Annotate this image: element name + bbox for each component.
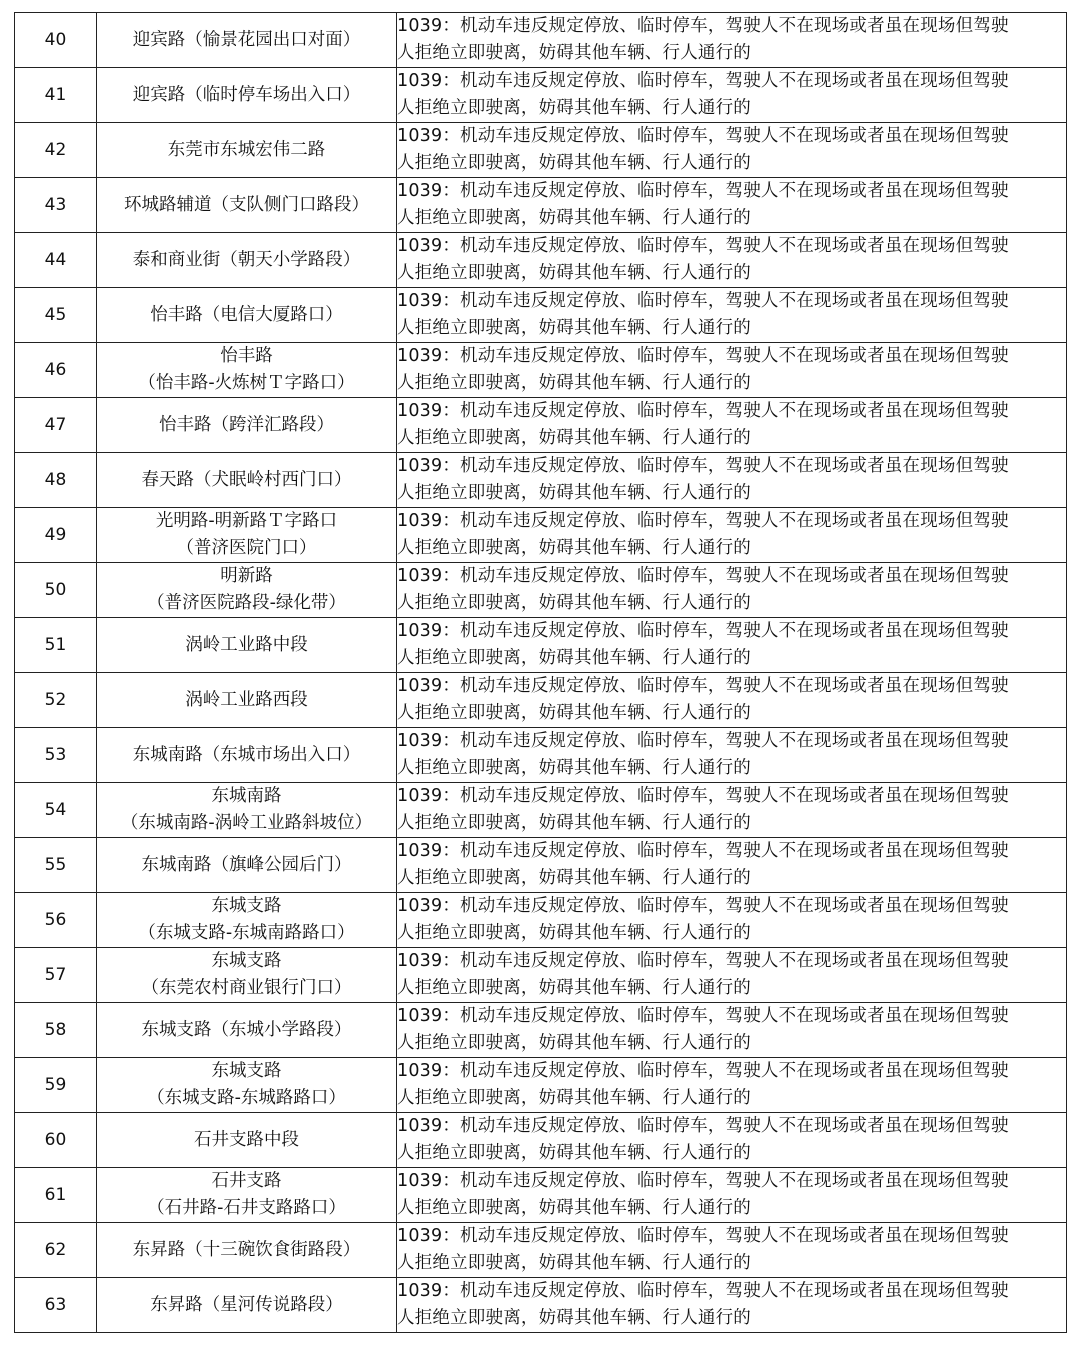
violation-line: 人拒绝立即驶离，妨碍其他车辆、行人通行的	[397, 1308, 751, 1328]
table-row	[15, 838, 1067, 893]
violation-line: 人拒绝立即驶离，妨碍其他车辆、行人通行的	[397, 1143, 751, 1163]
location-cell	[97, 288, 397, 343]
table-row	[15, 893, 1067, 948]
violation-cell	[397, 1278, 1067, 1333]
location-line: 东城南路	[211, 786, 282, 806]
violation-cell	[397, 1003, 1067, 1058]
table-row	[15, 233, 1067, 288]
table-row	[15, 123, 1067, 178]
violation-cell	[397, 508, 1067, 563]
row-number: 51	[15, 618, 97, 673]
table-row	[15, 1278, 1067, 1333]
violation-line: 1039：机动车违反规定停放、临时停车，驾驶人不在现场或者虽在现场但驾驶	[397, 1006, 1009, 1026]
violation-line: 人拒绝立即驶离，妨碍其他车辆、行人通行的	[397, 153, 751, 173]
table-row	[15, 728, 1067, 783]
location-cell	[97, 673, 397, 728]
violation-line: 1039：机动车违反规定停放、临时停车，驾驶人不在现场或者虽在现场但驾驶	[397, 786, 1009, 806]
location-cell	[97, 1058, 397, 1113]
violation-line: 1039：机动车违反规定停放、临时停车，驾驶人不在现场或者虽在现场但驾驶	[397, 181, 1009, 201]
row-number: 57	[15, 948, 97, 1003]
location-line: 涡岭工业路中段	[185, 634, 308, 655]
row-number: 43	[15, 178, 97, 233]
violation-line: 人拒绝立即驶离，妨碍其他车辆、行人通行的	[397, 263, 751, 283]
location-cell	[97, 948, 397, 1003]
location-cell	[97, 68, 397, 123]
violation-cell	[397, 68, 1067, 123]
location-cell	[97, 893, 397, 948]
violation-line: 人拒绝立即驶离，妨碍其他车辆、行人通行的	[397, 1033, 751, 1053]
location-cell	[97, 728, 397, 783]
table-row	[15, 508, 1067, 563]
table-row	[15, 1113, 1067, 1168]
row-number: 52	[15, 673, 97, 728]
location-cell	[97, 1168, 397, 1223]
violation-line: 人拒绝立即驶离，妨碍其他车辆、行人通行的	[397, 758, 751, 778]
violation-line: 1039：机动车违反规定停放、临时停车，驾驶人不在现场或者虽在现场但驾驶	[397, 1281, 1009, 1301]
violation-line: 人拒绝立即驶离，妨碍其他车辆、行人通行的	[397, 98, 751, 118]
row-number: 59	[15, 1058, 97, 1113]
location-line: 泰和商业街（朝天小学路段）	[132, 249, 361, 270]
violation-cell	[397, 453, 1067, 508]
location-line: （东城支路-东城路路口）	[147, 1088, 346, 1108]
violation-line: 1039：机动车违反规定停放、临时停车，驾驶人不在现场或者虽在现场但驾驶	[397, 456, 1009, 476]
location-line: 东城南路（东城市场出入口）	[132, 744, 361, 765]
location-line: （石井路-石井支路路口）	[147, 1198, 346, 1218]
violation-line: 人拒绝立即驶离，妨碍其他车辆、行人通行的	[397, 43, 751, 63]
table-row	[15, 453, 1067, 508]
row-number: 41	[15, 68, 97, 123]
violation-cell	[397, 728, 1067, 783]
location-line: 春天路（犬眠岭村西门口）	[141, 469, 352, 490]
violation-line: 1039：机动车违反规定停放、临时停车，驾驶人不在现场或者虽在现场但驾驶	[397, 16, 1009, 36]
location-line: 怡丰路（跨洋汇路段）	[159, 414, 334, 435]
location-line: （普济医院路段-绿化带）	[147, 593, 346, 613]
location-cell	[97, 1113, 397, 1168]
location-cell	[97, 453, 397, 508]
location-line: 迎宾路（愉景花园出口对面）	[132, 29, 361, 50]
violation-line: 人拒绝立即驶离，妨碍其他车辆、行人通行的	[397, 813, 751, 833]
location-line: 东莞市东城宏伟二路	[167, 139, 326, 160]
table-row	[15, 948, 1067, 1003]
violation-line: 人拒绝立即驶离，妨碍其他车辆、行人通行的	[397, 208, 751, 228]
violation-cell	[397, 1113, 1067, 1168]
row-number: 63	[15, 1278, 97, 1333]
location-cell	[97, 398, 397, 453]
table-row	[15, 1058, 1067, 1113]
violation-cell	[397, 893, 1067, 948]
table-row	[15, 1003, 1067, 1058]
location-cell	[97, 1223, 397, 1278]
violation-line: 人拒绝立即驶离，妨碍其他车辆、行人通行的	[397, 373, 751, 393]
violation-cell	[397, 673, 1067, 728]
violation-line: 1039：机动车违反规定停放、临时停车，驾驶人不在现场或者虽在现场但驾驶	[397, 71, 1009, 91]
location-line: 石井支路	[211, 1171, 282, 1191]
table-row	[15, 398, 1067, 453]
location-cell	[97, 783, 397, 838]
row-number: 44	[15, 233, 97, 288]
violation-line: 1039：机动车违反规定停放、临时停车，驾驶人不在现场或者虽在现场但驾驶	[397, 676, 1009, 696]
location-line: 东昇路（十三碗饮食街路段）	[132, 1239, 361, 1260]
violation-line: 1039：机动车违反规定停放、临时停车，驾驶人不在现场或者虽在现场但驾驶	[397, 951, 1009, 971]
violation-line: 1039：机动车违反规定停放、临时停车，驾驶人不在现场或者虽在现场但驾驶	[397, 566, 1009, 586]
location-line: （怡丰路-火炼树Ｔ字路口）	[138, 373, 355, 393]
table-row	[15, 1168, 1067, 1223]
violation-line: 人拒绝立即驶离，妨碍其他车辆、行人通行的	[397, 593, 751, 613]
location-line: 涡岭工业路西段	[185, 689, 308, 710]
table-row	[15, 13, 1067, 68]
violation-cell	[397, 948, 1067, 1003]
violation-cell	[397, 13, 1067, 68]
violation-line: 1039：机动车违反规定停放、临时停车，驾驶人不在现场或者虽在现场但驾驶	[397, 896, 1009, 916]
row-number: 49	[15, 508, 97, 563]
location-line: 迎宾路（临时停车场出入口）	[132, 84, 361, 105]
location-line: 怡丰路	[220, 346, 273, 366]
violation-cell	[397, 838, 1067, 893]
table-body	[15, 13, 1067, 1333]
location-line: 东昇路（星河传说路段）	[150, 1294, 343, 1315]
violation-line: 人拒绝立即驶离，妨碍其他车辆、行人通行的	[397, 1253, 751, 1273]
table-row	[15, 563, 1067, 618]
violation-cell	[397, 233, 1067, 288]
location-cell	[97, 508, 397, 563]
row-number: 53	[15, 728, 97, 783]
location-line: 东城支路（东城小学路段）	[141, 1019, 352, 1040]
violation-line: 人拒绝立即驶离，妨碍其他车辆、行人通行的	[397, 978, 751, 998]
location-line: （东城支路-东城南路路口）	[138, 923, 355, 943]
violation-line: 1039：机动车违反规定停放、临时停车，驾驶人不在现场或者虽在现场但驾驶	[397, 1226, 1009, 1246]
location-cell	[97, 563, 397, 618]
row-number: 58	[15, 1003, 97, 1058]
location-line: （东城南路-涡岭工业路斜坡位）	[120, 813, 373, 833]
row-number: 47	[15, 398, 97, 453]
violation-line: 人拒绝立即驶离，妨碍其他车辆、行人通行的	[397, 428, 751, 448]
row-number: 62	[15, 1223, 97, 1278]
violation-line: 人拒绝立即驶离，妨碍其他车辆、行人通行的	[397, 703, 751, 723]
violation-line: 1039：机动车违反规定停放、临时停车，驾驶人不在现场或者虽在现场但驾驶	[397, 401, 1009, 421]
location-line: 东城支路	[211, 896, 282, 916]
location-line: 东城支路	[211, 951, 282, 971]
violation-cell	[397, 343, 1067, 398]
violation-cell	[397, 1058, 1067, 1113]
location-cell	[97, 233, 397, 288]
violation-line: 1039：机动车违反规定停放、临时停车，驾驶人不在现场或者虽在现场但驾驶	[397, 346, 1009, 366]
location-cell	[97, 123, 397, 178]
location-cell	[97, 618, 397, 673]
violation-line: 人拒绝立即驶离，妨碍其他车辆、行人通行的	[397, 483, 751, 503]
location-cell	[97, 838, 397, 893]
location-line: 东城南路（旗峰公园后门）	[141, 854, 352, 875]
violation-line: 1039：机动车违反规定停放、临时停车，驾驶人不在现场或者虽在现场但驾驶	[397, 511, 1009, 531]
violation-line: 人拒绝立即驶离，妨碍其他车辆、行人通行的	[397, 1198, 751, 1218]
location-line: 怡丰路（电信大厦路口）	[150, 304, 343, 325]
row-number: 46	[15, 343, 97, 398]
violation-line: 人拒绝立即驶离，妨碍其他车辆、行人通行的	[397, 538, 751, 558]
row-number: 45	[15, 288, 97, 343]
violation-cell	[397, 1223, 1067, 1278]
row-number: 42	[15, 123, 97, 178]
violation-cell	[397, 1168, 1067, 1223]
violation-line: 1039：机动车违反规定停放、临时停车，驾驶人不在现场或者虽在现场但驾驶	[397, 236, 1009, 256]
location-line: 东城支路	[211, 1061, 282, 1081]
document-page	[14, 12, 1066, 1333]
violation-cell	[397, 398, 1067, 453]
violation-line: 1039：机动车违反规定停放、临时停车，驾驶人不在现场或者虽在现场但驾驶	[397, 841, 1009, 861]
row-number: 40	[15, 13, 97, 68]
location-cell	[97, 1278, 397, 1333]
location-line: 光明路-明新路Ｔ字路口	[155, 511, 338, 531]
violation-cell	[397, 123, 1067, 178]
violation-line: 人拒绝立即驶离，妨碍其他车辆、行人通行的	[397, 648, 751, 668]
violation-line: 人拒绝立即驶离，妨碍其他车辆、行人通行的	[397, 923, 751, 943]
table-row	[15, 673, 1067, 728]
violation-line: 人拒绝立即驶离，妨碍其他车辆、行人通行的	[397, 868, 751, 888]
violation-line: 1039：机动车违反规定停放、临时停车，驾驶人不在现场或者虽在现场但驾驶	[397, 1061, 1009, 1081]
row-number: 55	[15, 838, 97, 893]
row-number: 61	[15, 1168, 97, 1223]
table-row	[15, 618, 1067, 673]
violation-locations-table	[14, 12, 1067, 1333]
location-cell	[97, 343, 397, 398]
violation-cell	[397, 288, 1067, 343]
row-number: 50	[15, 563, 97, 618]
location-cell	[97, 178, 397, 233]
violation-cell	[397, 783, 1067, 838]
table-row	[15, 178, 1067, 233]
row-number: 54	[15, 783, 97, 838]
location-line: 明新路	[220, 566, 273, 586]
violation-line: 1039：机动车违反规定停放、临时停车，驾驶人不在现场或者虽在现场但驾驶	[397, 126, 1009, 146]
location-line: 环城路辅道（支队侧门口路段）	[124, 194, 369, 215]
violation-line: 人拒绝立即驶离，妨碍其他车辆、行人通行的	[397, 318, 751, 338]
violation-cell	[397, 618, 1067, 673]
table-row	[15, 343, 1067, 398]
table-row	[15, 783, 1067, 838]
violation-line: 人拒绝立即驶离，妨碍其他车辆、行人通行的	[397, 1088, 751, 1108]
violation-line: 1039：机动车违反规定停放、临时停车，驾驶人不在现场或者虽在现场但驾驶	[397, 1171, 1009, 1191]
table-row	[15, 1223, 1067, 1278]
table-row	[15, 68, 1067, 123]
row-number: 48	[15, 453, 97, 508]
table-row	[15, 288, 1067, 343]
location-cell	[97, 13, 397, 68]
violation-line: 1039：机动车违反规定停放、临时停车，驾驶人不在现场或者虽在现场但驾驶	[397, 1116, 1009, 1136]
violation-cell	[397, 563, 1067, 618]
violation-line: 1039：机动车违反规定停放、临时停车，驾驶人不在现场或者虽在现场但驾驶	[397, 291, 1009, 311]
row-number: 60	[15, 1113, 97, 1168]
location-line: （普济医院门口）	[176, 538, 317, 558]
row-number: 56	[15, 893, 97, 948]
violation-cell	[397, 178, 1067, 233]
location-cell	[97, 1003, 397, 1058]
location-line: 石井支路中段	[194, 1129, 299, 1150]
location-line: （东莞农村商业银行门口）	[141, 978, 352, 998]
violation-line: 1039：机动车违反规定停放、临时停车，驾驶人不在现场或者虽在现场但驾驶	[397, 621, 1009, 641]
violation-line: 1039：机动车违反规定停放、临时停车，驾驶人不在现场或者虽在现场但驾驶	[397, 731, 1009, 751]
